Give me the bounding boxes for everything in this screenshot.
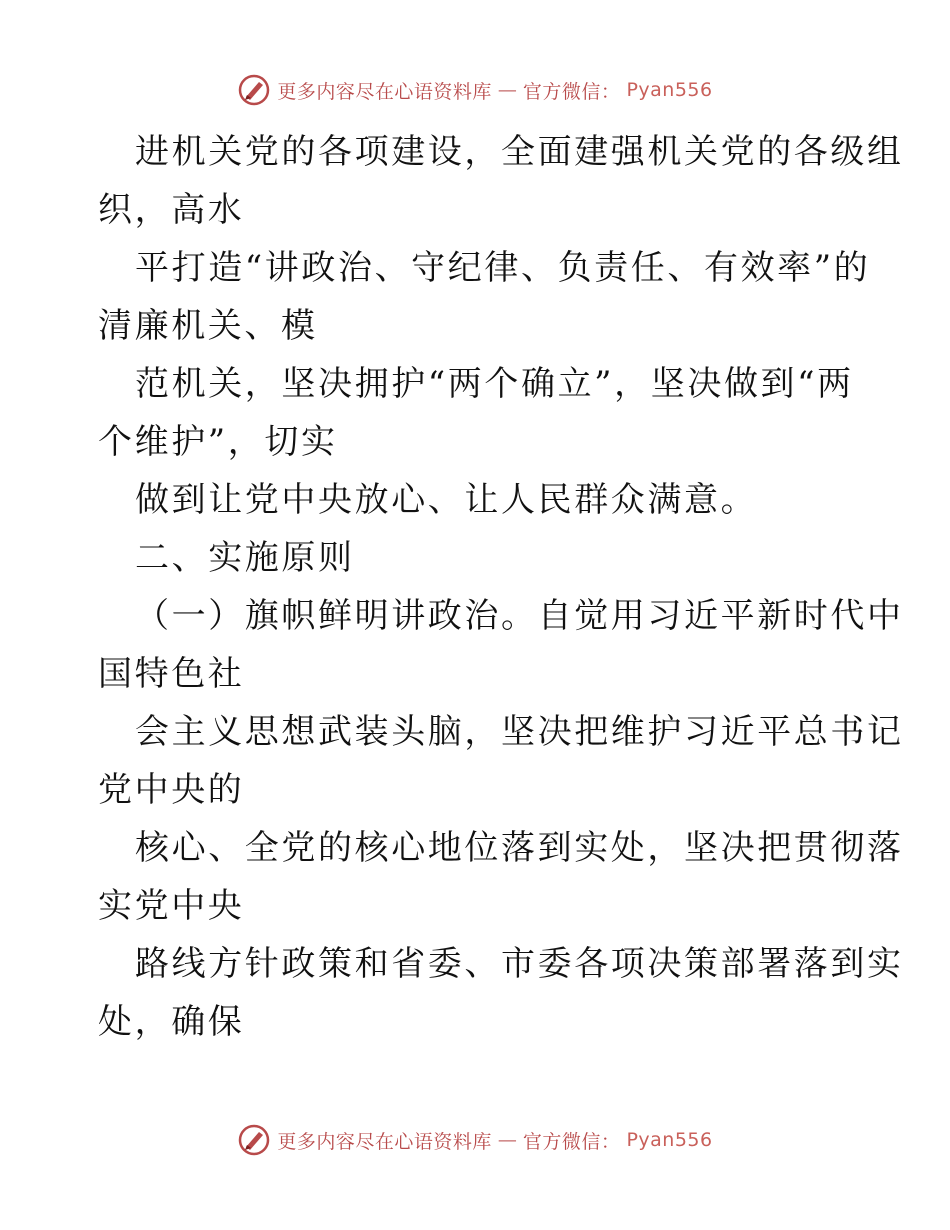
body-line: 个维护”，切实 (98, 422, 338, 462)
body-line: 国特色社 (98, 654, 245, 694)
document-body (98, 123, 904, 1051)
watermark-dash: — (497, 1129, 517, 1151)
watermark-label: 官方微信： (522, 1130, 621, 1153)
body-line: 会主义思想武装头脑，坚决把维护习近平总书记 (135, 712, 904, 752)
body-line: 核心、全党的核心地位落到实处，坚决把贯彻落 (135, 828, 904, 868)
body-line: 清廉机关、模 (98, 306, 318, 346)
body-line: 党中央的 (98, 770, 245, 810)
body-line: 路线方针政策和省委、市委各项决策部署落到实 (135, 944, 904, 984)
watermark-dash: — (497, 79, 517, 101)
watermark-label: 官方微信： (522, 80, 621, 103)
body-line: 实党中央 (98, 886, 245, 926)
watermark-wechat-id: Pyan556 (626, 79, 713, 101)
watermark-text: 更多内容尽在心语资料库 (277, 80, 492, 103)
body-line: 做到让党中央放心、让人民群众满意。 (135, 480, 758, 520)
section-heading: 二、实施原则 (135, 538, 355, 578)
footer-watermark (0, 1120, 950, 1160)
watermark-text: 更多内容尽在心语资料库 (277, 1130, 492, 1153)
pen-logo-icon (237, 73, 271, 107)
body-line: 范机关，坚决拥护“两个确立”，坚决做到“两 (135, 364, 854, 404)
body-line: （一）旗帜鲜明讲政治。自觉用习近平新时代中 (135, 596, 904, 636)
body-line: 平打造“讲政治、守纪律、负责任、有效率”的 (135, 248, 871, 288)
body-line: 进机关党的各项建设，全面建强机关党的各级组 (135, 132, 904, 172)
pen-logo-icon (237, 1123, 271, 1157)
body-line: 织，高水 (98, 190, 245, 230)
body-line: 处，确保 (98, 1002, 245, 1042)
watermark-wechat-id: Pyan556 (626, 1129, 713, 1151)
header-watermark (0, 70, 950, 110)
